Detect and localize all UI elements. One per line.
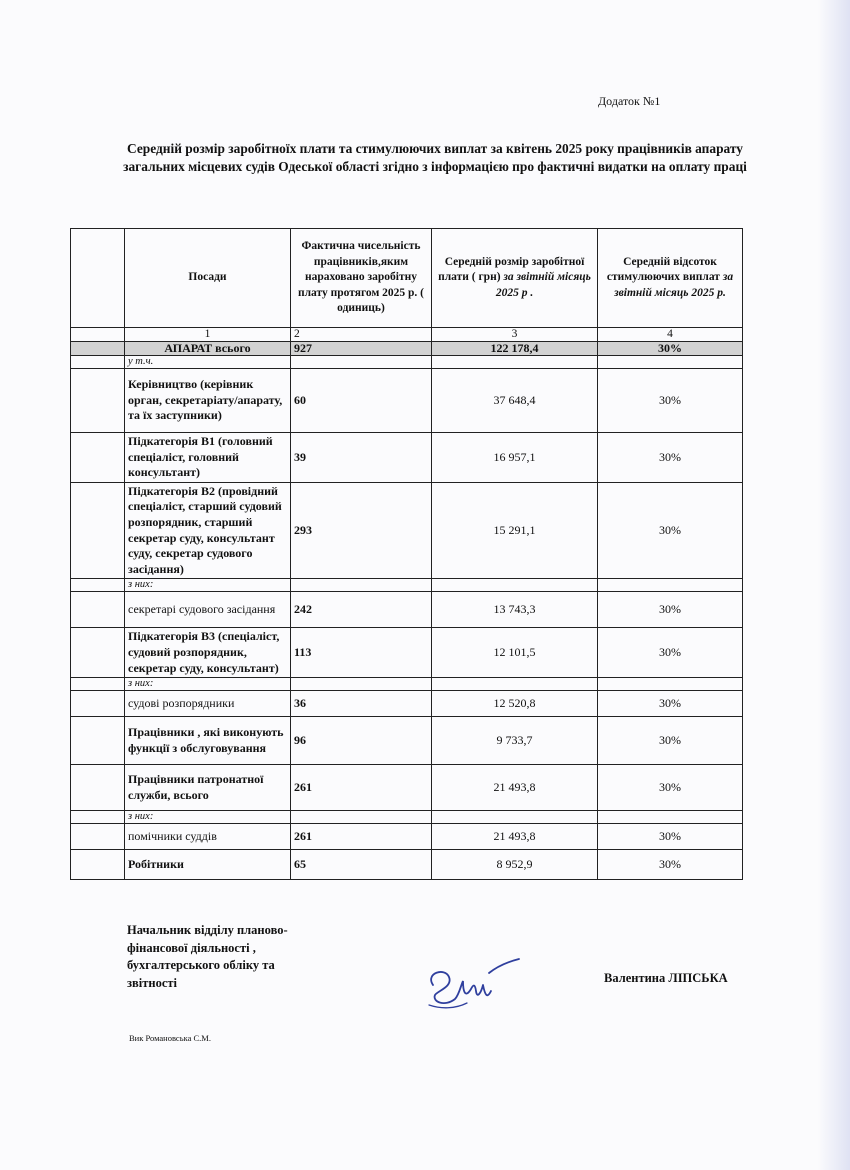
row-salary: 8 952,9 [432,850,598,880]
row-name: Робітники [125,850,291,880]
row-name: Підкатегорія В1 (головний спеціаліст, головний консультант) [125,433,291,483]
total-name: АПАРАТ всього [125,342,291,356]
total-blank [71,342,125,356]
table-row [71,691,743,717]
total-row [71,342,743,356]
column-number-blank [71,328,125,342]
header-row [71,229,743,328]
handwritten-signature [415,955,525,1015]
row-name: Працівники патронатної служби, всього [125,765,291,811]
row-count: 113 [291,628,432,678]
row-name: судові розпорядники [125,691,291,717]
header-position: Посади [125,229,291,328]
table-row [71,824,743,850]
column-number-2: 2 [291,328,432,342]
row-name: Керівництво (керівник орган, секретаріату/апарату, та їх заступники) [125,369,291,433]
signatory-name: Валентина ЛІПСЬКА [604,971,728,985]
in-total-label: у т.ч. [125,356,291,369]
row-name: помічники суддів [125,824,291,850]
executor-note: Вик Романовська С.М. [129,1033,211,1043]
row-salary: 37 648,4 [432,369,598,433]
table-row [71,765,743,811]
subheader-row [71,678,743,691]
subheader-row [71,811,743,824]
row-name: секретарі судового засідання [125,592,291,628]
row-count: 261 [291,824,432,850]
row-name: Працівники , які виконують функції з обслуговування [125,717,291,765]
row-bonus: 30% [598,717,743,765]
total-count: 927 [291,342,432,356]
signatory-title: Начальник відділу планово-фінансової діяльності , бухгалтерського обліку та звітності [127,923,288,990]
table-row [71,369,743,433]
subheader-row [71,579,743,592]
row-bonus: 30% [598,628,743,678]
annex-label: Додаток №1 [598,94,661,108]
header-salary: Середній розмір заробітної плати ( грн) за звітній місяць 2025 р . [432,229,598,328]
row-count: 65 [291,850,432,880]
table-row [71,717,743,765]
subheader-row [71,356,743,369]
of-them-label: з них: [125,811,291,824]
row-bonus: 30% [598,850,743,880]
row-salary: 13 743,3 [432,592,598,628]
row-count: 96 [291,717,432,765]
column-number-1: 1 [125,328,291,342]
table-row [71,628,743,678]
row-bonus: 30% [598,433,743,483]
table-row [71,482,743,579]
row-count: 242 [291,592,432,628]
row-salary: 12 101,5 [432,628,598,678]
document-title: Середній розмір заробітноїх плати та стимулюючих виплат за квітень 2025 року працівників апарату загальних місцевих судів Одеської області згідно з інформацією про фактичні видатки на оплату праці [123,141,747,174]
table-row [71,592,743,628]
row-count: 60 [291,369,432,433]
row-count: 36 [291,691,432,717]
salary-table-wrapper [70,228,742,880]
row-bonus: 30% [598,824,743,850]
total-salary: 122 178,4 [432,342,598,356]
row-salary: 16 957,1 [432,433,598,483]
row-count: 293 [291,482,432,579]
row-salary: 12 520,8 [432,691,598,717]
header-blank-cell [71,229,125,328]
row-bonus: 30% [598,592,743,628]
row-salary: 21 493,8 [432,765,598,811]
header-bonus: Середній відсоток стимулюючих виплат за звітній місяць 2025 р. [598,229,743,328]
column-number-4: 4 [598,328,743,342]
row-salary: 9 733,7 [432,717,598,765]
scan-edge [818,0,850,1170]
column-number-3: 3 [432,328,598,342]
row-count: 39 [291,433,432,483]
row-bonus: 30% [598,369,743,433]
row-bonus: 30% [598,765,743,811]
row-bonus: 30% [598,691,743,717]
row-bonus: 30% [598,482,743,579]
of-them-label: з них: [125,678,291,691]
total-bonus: 30% [598,342,743,356]
column-number-row [71,328,743,342]
table-row [71,433,743,483]
of-them-label: з них: [125,579,291,592]
table-row [71,850,743,880]
row-salary: 21 493,8 [432,824,598,850]
header-count: Фактична чисельність працівників,яким нараховано заробітну плату протягом 2025 р. ( одиниць) [291,229,432,328]
salary-table [70,228,743,880]
row-count: 261 [291,765,432,811]
row-name: Підкатегорія В2 (провідний спеціаліст, старший судовий розпорядник, старший секретар суду, консультант суду, секретар судового засідання) [125,482,291,579]
row-name: Підкатегорія В3 (спеціаліст, судовий розпорядник, секретар суду, консультант) [125,628,291,678]
row-salary: 15 291,1 [432,482,598,579]
